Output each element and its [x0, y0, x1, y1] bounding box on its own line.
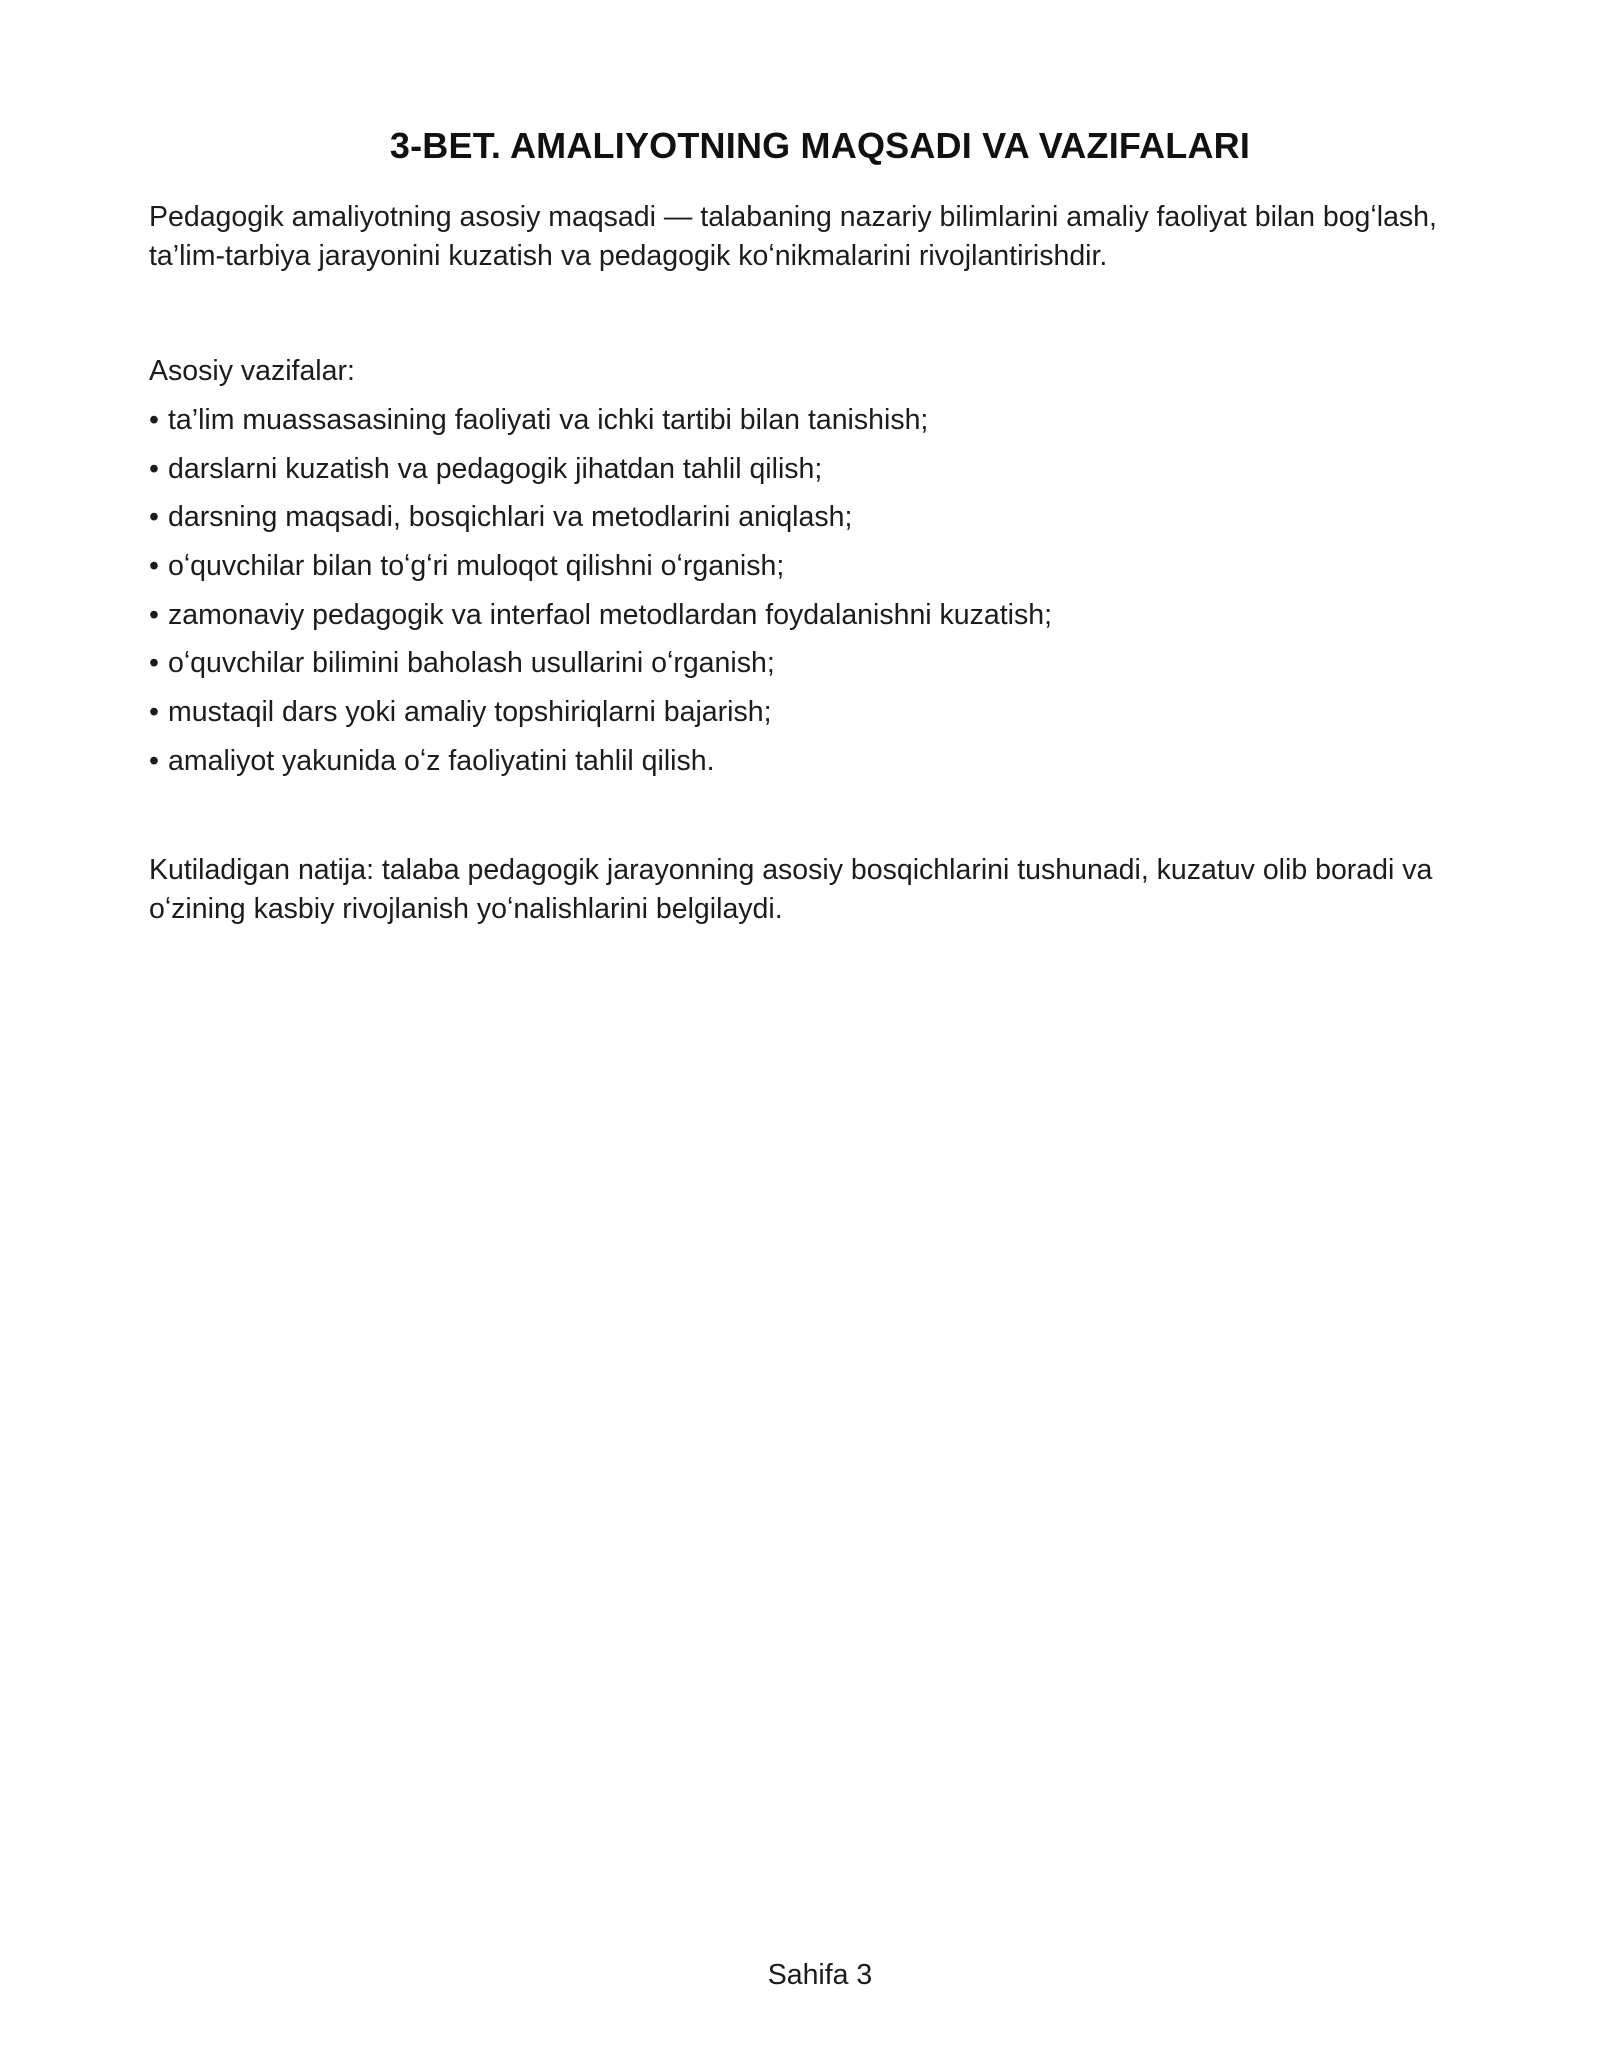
list-item-text: oʻquvchilar bilimini baholash usullarini oʻrganish;	[168, 647, 775, 680]
result-paragraph: Kutiladigan natija: talaba pedagogik jarayonning asosiy bosqichlarini tushunadi, kuzatuv olib boradi va oʻzining kasbiy rivojlanish yoʻnalishlarini belgilaydi.	[149, 854, 1433, 925]
list-item-text: ta’lim muassasasining faoliyati va ichki tartibi bilan tanishish;	[168, 404, 929, 436]
list-item-text: zamonaviy pedagogik va interfaol metodlardan foydalanishni kuzatish;	[168, 598, 1053, 631]
tasks-list	[149, 401, 1469, 791]
bullet-icon: •	[149, 452, 159, 485]
list-item-text: oʻquvchilar bilan toʻgʻri muloqot qilishni oʻrganish;	[168, 550, 785, 583]
bullet-icon: •	[149, 404, 159, 436]
tasks-heading: Asosiy vazifalar:	[149, 355, 355, 387]
list-item	[149, 596, 1469, 645]
list-item-text: darslarni kuzatish va pedagogik jihatdan tahlil qilish;	[168, 452, 823, 485]
list-item	[149, 401, 1469, 450]
list-item	[149, 498, 1469, 547]
document-body	[149, 198, 1469, 791]
bullet-icon: •	[149, 696, 159, 729]
list-item	[149, 450, 1469, 499]
bullet-icon: •	[149, 501, 159, 534]
list-item-text: darsning maqsadi, bosqichlari va metodlarini aniqlash;	[168, 501, 853, 534]
page-title: 3-BET. AMALIYOTNING MAQSADI VA VAZIFALARI	[389, 125, 1251, 166]
list-item-text: mustaqil dars yoki amaliy topshiriqlarni bajarish;	[168, 696, 772, 729]
list-item-text: amaliyot yakunida oʻz faoliyatini tahlil qilish.	[168, 744, 715, 777]
intro-paragraph: Pedagogik amaliyotning asosiy maqsadi — talabaning nazariy bilimlarini amaliy faoliyat bilan bogʻlash, ta’lim-tarbiya jarayonini kuzatish va pedagogik koʻnikmalarini rivojlantirishdir.	[149, 201, 1437, 272]
list-item	[149, 693, 1469, 742]
page-number: Sahifa 3	[767, 1959, 873, 1991]
list-item	[149, 644, 1469, 693]
list-item	[149, 547, 1469, 596]
bullet-icon: •	[149, 598, 159, 631]
bullet-icon: •	[149, 550, 159, 583]
bullet-icon: •	[149, 744, 159, 777]
bullet-icon: •	[149, 647, 159, 680]
list-item	[149, 742, 1469, 791]
